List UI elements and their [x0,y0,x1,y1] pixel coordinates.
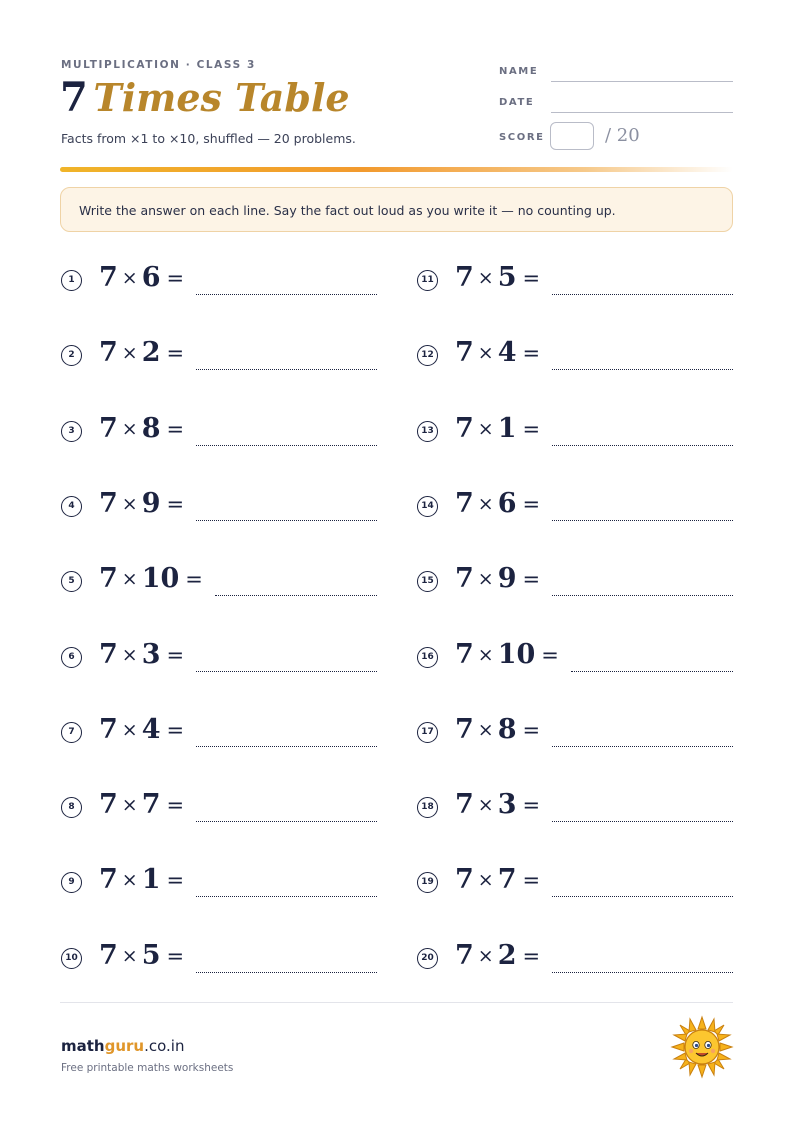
equals-sign: = [166,643,185,667]
problem-expression [455,488,540,519]
answer-line[interactable] [552,746,733,747]
accent-divider [60,167,733,172]
answer-line[interactable] [196,972,377,973]
equals-sign: = [166,793,185,817]
problem-number-badge: 16 [417,647,438,668]
problem-number-badge: 11 [417,270,438,291]
equals-sign: = [166,266,185,290]
problem-expression [99,789,184,820]
times-sign: × [477,869,494,891]
footer-divider [60,1002,733,1003]
factor-b: 2 [497,940,517,971]
factor-a: 7 [455,413,474,444]
page-title [60,74,350,121]
problem-expression [99,337,184,368]
title-number: 7 [60,74,88,121]
times-sign: × [477,945,494,967]
factor-b: 7 [497,864,517,895]
problem-number-badge: 14 [417,496,438,517]
problem-expression [99,864,184,895]
name-field[interactable] [551,81,733,82]
problem-12 [417,337,733,377]
factor-a: 7 [99,714,118,745]
problem-expression [455,789,540,820]
equals-sign: = [522,567,541,591]
times-sign: × [477,267,494,289]
factor-a: 7 [99,262,118,293]
problem-number-badge: 13 [417,421,438,442]
equals-sign: = [522,793,541,817]
problem-expression [99,413,184,444]
problem-8 [61,789,377,829]
problem-6 [61,639,377,679]
problem-4 [61,488,377,528]
name-label: NAME [499,66,539,77]
answer-line[interactable] [552,821,733,822]
factor-b: 9 [497,563,517,594]
answer-line[interactable] [196,445,377,446]
problem-number-badge: 6 [61,647,82,668]
subtitle: Facts from ×1 to ×10, shuffled — 20 problems. [61,131,356,146]
problem-expression [455,940,540,971]
problem-number-badge: 8 [61,797,82,818]
times-sign: × [121,568,138,590]
problem-number-badge: 10 [61,948,82,969]
problem-3 [61,413,377,453]
answer-line[interactable] [196,520,377,521]
factor-b: 8 [141,413,161,444]
times-sign: × [477,644,494,666]
equals-sign: = [185,567,203,591]
factor-b: 6 [141,262,161,293]
problem-15 [417,563,733,603]
problem-expression [455,262,540,293]
times-sign: × [477,342,494,364]
times-sign: × [121,644,138,666]
factor-a: 7 [455,639,474,670]
date-field[interactable] [551,112,733,113]
factor-a: 7 [99,940,118,971]
factor-b: 4 [497,337,517,368]
factor-a: 7 [455,262,474,293]
times-sign: × [121,418,138,440]
equals-sign: = [166,944,185,968]
answer-line[interactable] [552,369,733,370]
answer-line[interactable] [196,746,377,747]
answer-line[interactable] [215,595,377,596]
factor-a: 7 [99,488,118,519]
factor-b: 3 [141,639,161,670]
equals-sign: = [522,266,541,290]
factor-a: 7 [455,488,474,519]
factor-a: 7 [455,714,474,745]
date-label: DATE [499,97,535,108]
times-sign: × [477,794,494,816]
factor-b: 6 [497,488,517,519]
problem-number-badge: 3 [61,421,82,442]
smiling-sun-icon [670,1015,734,1079]
answer-line[interactable] [196,294,377,295]
times-sign: × [121,719,138,741]
times-sign: × [121,342,138,364]
problem-14 [417,488,733,528]
problem-expression [455,413,540,444]
equals-sign: = [522,868,541,892]
factor-b: 1 [497,413,517,444]
times-sign: × [121,794,138,816]
factor-a: 7 [99,789,118,820]
factor-a: 7 [99,864,118,895]
answer-line[interactable] [552,595,733,596]
times-sign: × [477,719,494,741]
equals-sign: = [522,492,541,516]
score-total: / 20 [605,125,640,146]
problem-1 [61,262,377,302]
brand-part-domain: .co.in [144,1037,185,1055]
answer-line[interactable] [552,294,733,295]
answer-line[interactable] [552,445,733,446]
problem-expression [99,940,184,971]
problem-17 [417,714,733,754]
times-sign: × [477,568,494,590]
equals-sign: = [522,718,541,742]
instructions-banner [60,187,733,232]
equals-sign: = [166,718,185,742]
answer-line[interactable] [552,972,733,973]
equals-sign: = [166,492,185,516]
times-sign: × [121,267,138,289]
problem-expression [455,639,559,670]
problem-expression [99,563,203,594]
factor-b: 10 [497,639,536,670]
problem-number-badge: 4 [61,496,82,517]
problem-number-badge: 2 [61,345,82,366]
equals-sign: = [522,417,541,441]
problem-expression [99,639,184,670]
factor-a: 7 [455,940,474,971]
eyebrow-label: MULTIPLICATION · CLASS 3 [61,59,256,71]
problem-number-badge: 20 [417,948,438,969]
times-sign: × [121,945,138,967]
factor-a: 7 [99,563,118,594]
factor-b: 5 [497,262,517,293]
factor-a: 7 [99,639,118,670]
answer-line[interactable] [552,520,733,521]
problem-18 [417,789,733,829]
answer-line[interactable] [196,896,377,897]
problem-11 [417,262,733,302]
equals-sign: = [541,643,559,667]
equals-sign: = [522,341,541,365]
problem-16 [417,639,733,679]
answer-line[interactable] [196,671,377,672]
problem-expression [455,864,540,895]
brand-part-guru: guru [104,1037,145,1055]
factor-b: 3 [497,789,517,820]
factor-b: 1 [141,864,161,895]
problem-number-badge: 18 [417,797,438,818]
problem-20 [417,940,733,980]
answer-line[interactable] [196,369,377,370]
instructions-text: Write the answer on each line. Say the fact out loud as you write it — no counting up. [79,203,616,218]
answer-line[interactable] [196,821,377,822]
problem-19 [417,864,733,904]
equals-sign: = [522,944,541,968]
factor-b: 9 [141,488,161,519]
problem-number-badge: 19 [417,872,438,893]
answer-line[interactable] [552,896,733,897]
problem-expression [99,262,184,293]
problem-expression [99,488,184,519]
factor-b: 4 [141,714,161,745]
factor-a: 7 [455,864,474,895]
factor-a: 7 [99,337,118,368]
factor-b: 7 [141,789,161,820]
problem-number-badge: 12 [417,345,438,366]
equals-sign: = [166,417,185,441]
equals-sign: = [166,341,185,365]
factor-b: 8 [497,714,517,745]
footer-tagline: Free printable maths worksheets [61,1062,234,1074]
factor-a: 7 [455,563,474,594]
times-sign: × [477,493,494,515]
factor-b: 2 [141,337,161,368]
score-label: SCORE [499,132,545,143]
factor-a: 7 [455,337,474,368]
problem-expression [455,337,540,368]
problem-5 [61,563,377,603]
problem-expression [455,714,540,745]
factor-b: 5 [141,940,161,971]
problem-10 [61,940,377,980]
brand-part-math: math [61,1037,105,1055]
times-sign: × [477,418,494,440]
problem-number-badge: 15 [417,571,438,592]
equals-sign: = [166,868,185,892]
answer-line[interactable] [571,671,733,672]
score-box[interactable] [550,122,594,150]
title-words: Times Table [93,75,350,120]
problem-expression [99,714,184,745]
factor-a: 7 [99,413,118,444]
brand-logo [61,1037,184,1055]
problem-expression [455,563,540,594]
times-sign: × [121,869,138,891]
problem-number-badge: 1 [61,270,82,291]
problem-number-badge: 17 [417,722,438,743]
factor-a: 7 [455,789,474,820]
problem-number-badge: 7 [61,722,82,743]
problem-2 [61,337,377,377]
problem-7 [61,714,377,754]
problem-number-badge: 5 [61,571,82,592]
problem-13 [417,413,733,453]
factor-b: 10 [141,563,180,594]
times-sign: × [121,493,138,515]
problem-number-badge: 9 [61,872,82,893]
problem-9 [61,864,377,904]
